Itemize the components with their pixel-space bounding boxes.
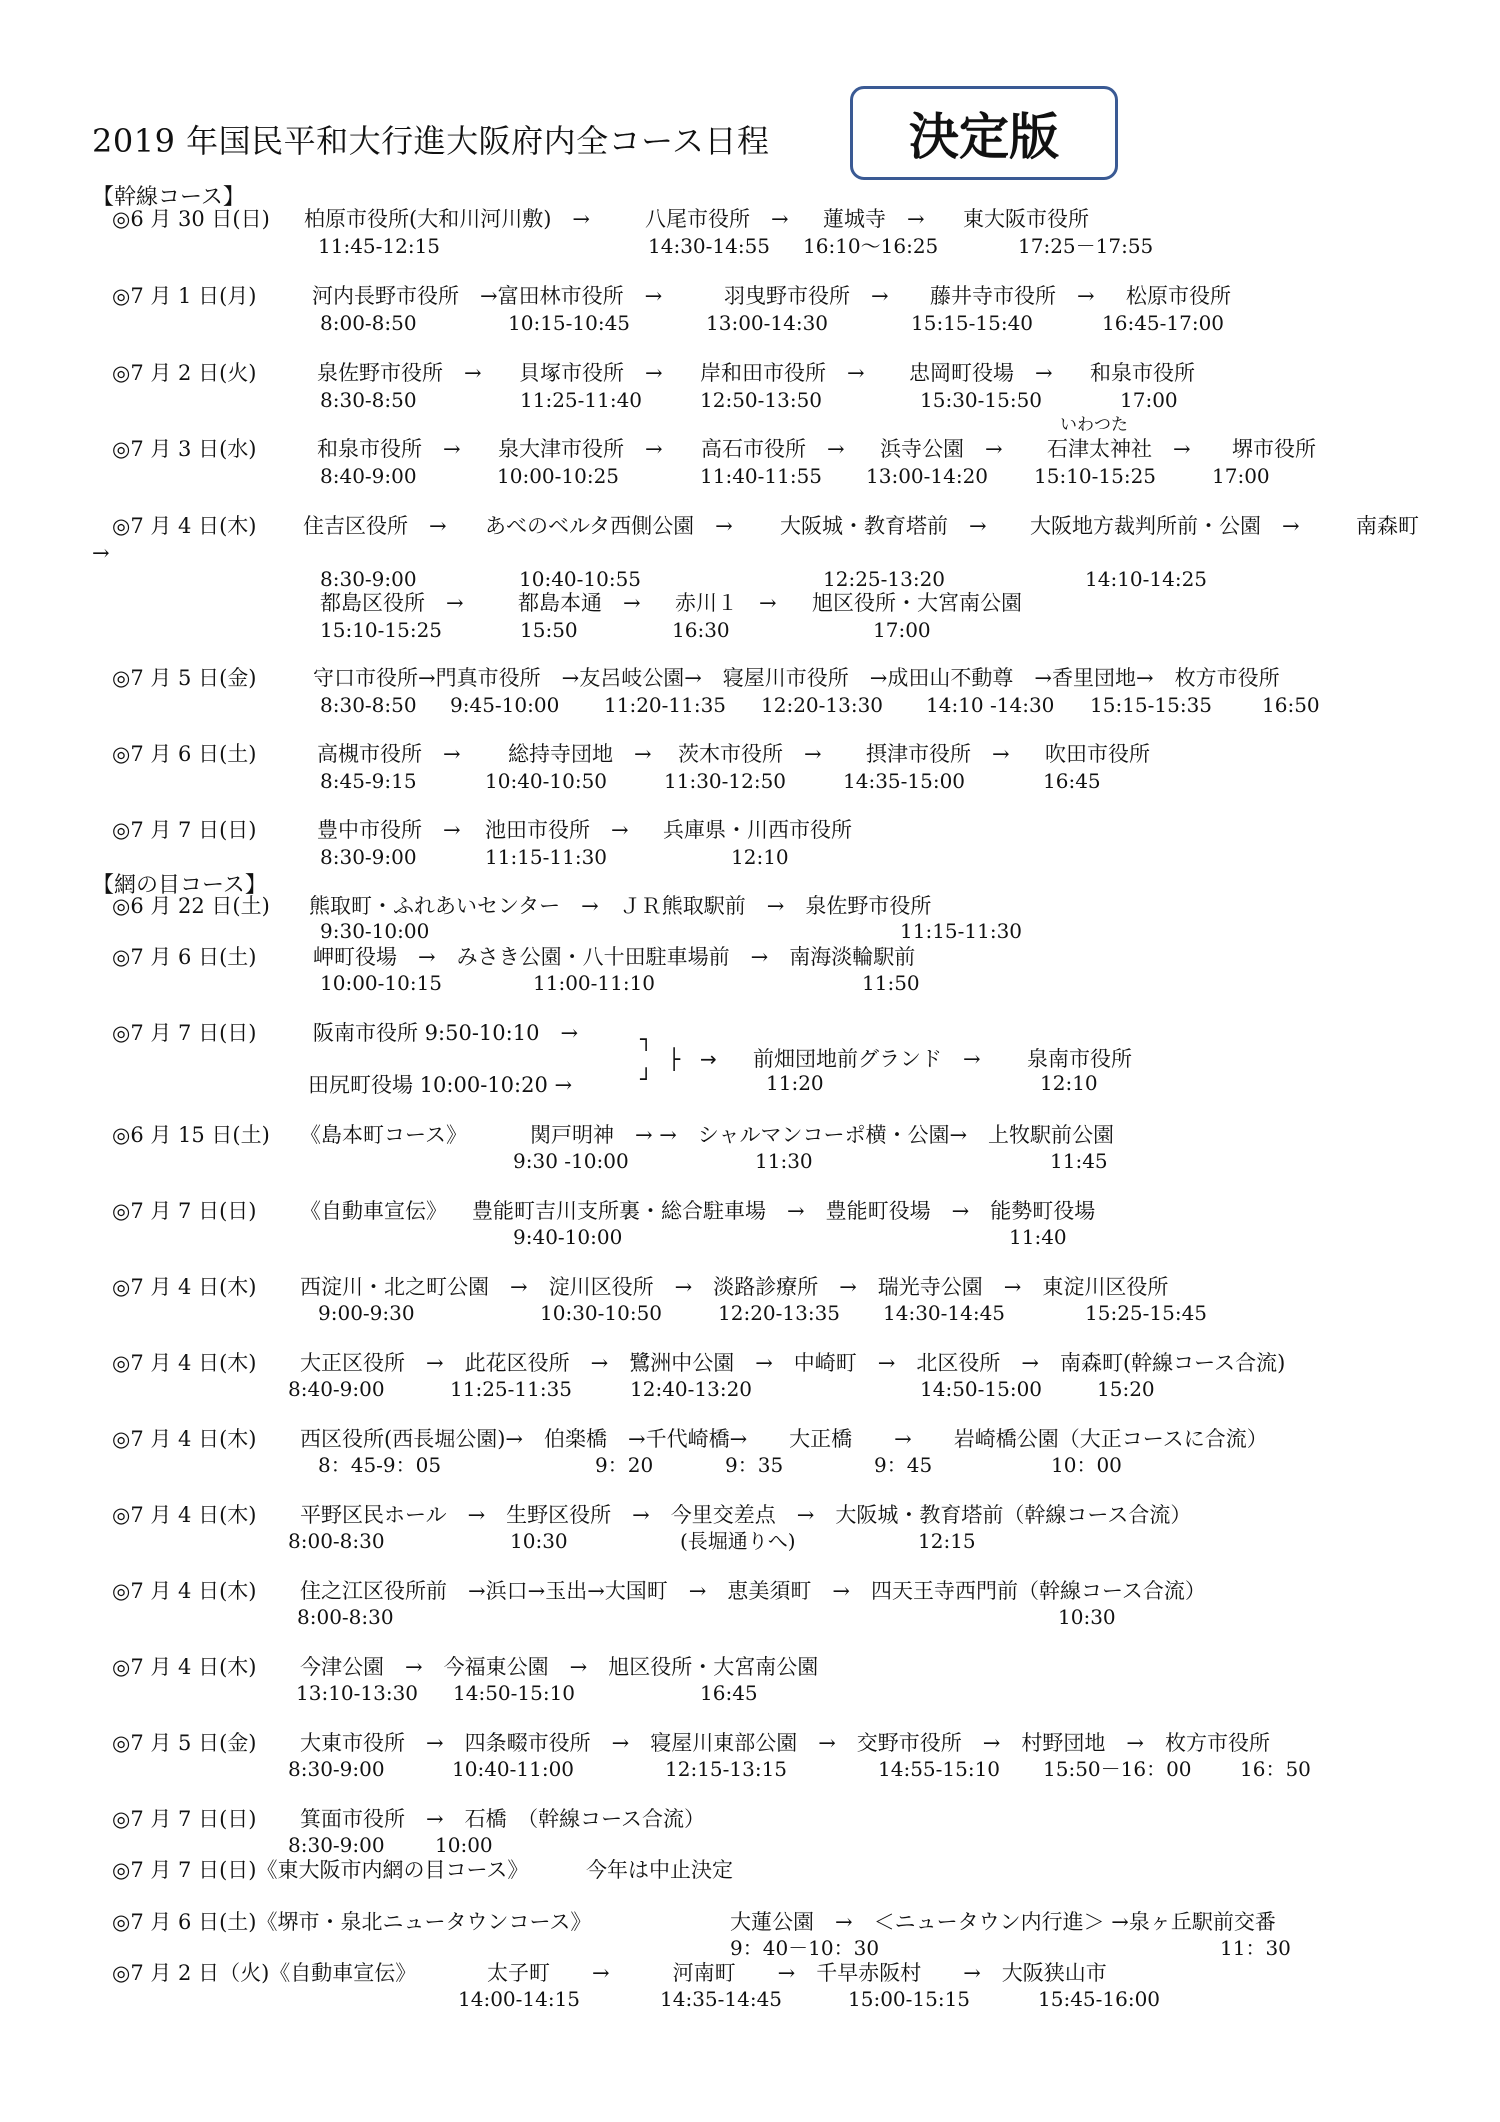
section-heading-trunk: 【幹線コース】	[92, 185, 245, 210]
stop: 箕面市役所 → 石橋 （幹線コース合流）	[300, 1807, 706, 1831]
continuation-arrow: →	[92, 541, 110, 565]
time: 12:15-13:15	[665, 1757, 788, 1781]
entry-date: ◎7 月 3 日(水)	[112, 437, 257, 461]
stop: 蓮城寺 →	[823, 207, 925, 231]
time: 11:15-11:30	[900, 919, 1023, 943]
entry-date: ◎7 月 6 日(土)	[112, 742, 257, 766]
stop: 住吉区役所 →	[303, 514, 447, 538]
time: 16：50	[1240, 1757, 1311, 1781]
stop: 池田市役所 →	[485, 818, 629, 842]
branch-origin: 田尻町役場 10:00-10:20 →	[308, 1073, 573, 1097]
entry-date: ◎7 月 7 日(日)	[112, 1021, 257, 1045]
time: 8:00-8:30	[297, 1605, 394, 1629]
time: 11:40-11:55	[700, 464, 823, 488]
stop: 石津太神社 →	[1047, 437, 1191, 461]
time: 12:40-13:20	[630, 1377, 753, 1401]
time: 10:40-10:55	[519, 567, 642, 591]
stop: 大正区役所 → 此花区役所 → 鷺洲中公園 → 中崎町 → 北区役所 → 南森町(幹線コース合流)	[300, 1351, 1286, 1375]
stop: 貝塚市役所 →	[519, 361, 663, 385]
final-version-badge: 決定版	[850, 86, 1118, 180]
time: 11:00-11:10	[533, 971, 656, 995]
time: 11:20	[766, 1071, 824, 1095]
time: 11:30	[755, 1149, 813, 1173]
stop: 藤井寺市役所 →	[930, 284, 1095, 308]
time: 12:10	[731, 845, 789, 869]
time: 14:50-15:10	[453, 1681, 576, 1705]
stop: 浜寺公園 →	[880, 437, 1003, 461]
time: 10:00-10:25	[497, 464, 620, 488]
stop: 総持寺団地 →	[508, 742, 652, 766]
stop: 岸和田市役所 →	[700, 361, 865, 385]
stop: 岬町役場 → みさき公園・八十田駐車場前 → 南海淡輪駅前	[313, 945, 916, 969]
stop: 摂津市役所 →	[866, 742, 1010, 766]
time: 10:15-10:45	[508, 311, 631, 335]
stop: 大東市役所 → 四条畷市役所 → 寝屋川東部公園 → 交野市役所 → 村野団地 → 枚方市役所	[300, 1731, 1270, 1755]
time: 9:45-10:00	[450, 693, 560, 717]
time: 8：45-9：05	[318, 1453, 442, 1477]
time: 13:10-13:30	[296, 1681, 419, 1705]
time: 11:25-11:35	[450, 1377, 573, 1401]
time: 16:45-17:00	[1102, 311, 1225, 335]
time: 14:55-15:10	[878, 1757, 1001, 1781]
stop: 太子町 → 河南町 → 千早赤阪村 → 大阪狭山市	[487, 1961, 1107, 1985]
stop: 平野区民ホール → 生野区役所 → 今里交差点 → 大阪城・教育塔前（幹線コース合流）	[300, 1503, 1192, 1527]
time: 14:35-15:00	[843, 769, 966, 793]
time: 9:00-9:30	[318, 1301, 415, 1325]
stop: 前畑団地前グランド →	[753, 1047, 981, 1071]
entry-date: ◎7 月 4 日(木)	[112, 514, 257, 538]
time: (長堀通りへ)	[680, 1529, 796, 1553]
time: 14:30-14:45	[883, 1301, 1006, 1325]
stop: 南森町	[1356, 514, 1419, 538]
entry-date: ◎6 月 22 日(土)	[112, 894, 270, 918]
entry-date: ◎7 月 7 日(日)	[112, 1807, 257, 1831]
stop: 西淀川・北之町公園 → 淀川区役所 → 淡路診療所 → 瑞光寺公園 → 東淀川区役所	[300, 1275, 1169, 1299]
stop: 和泉市役所 →	[317, 437, 461, 461]
time: 14:10-14:25	[1085, 567, 1208, 591]
time: 11:50	[862, 971, 920, 995]
stop: あべのベルタ西側公園 →	[485, 514, 733, 538]
stop: 高石市役所 →	[701, 437, 845, 461]
stop: 都島区役所 →	[320, 591, 464, 615]
time: 15:15-15:40	[911, 311, 1034, 335]
time: 15:30-15:50	[920, 388, 1043, 412]
time: 10:30	[510, 1529, 568, 1553]
branch-origin: 阪南市役所 9:50-10:10 →	[313, 1021, 579, 1045]
time: 9:30 -10:00	[513, 1149, 629, 1173]
stop: 住之江区役所前 →浜口→玉出→大国町 → 恵美須町 → 四天王寺西門前（幹線コース合流）	[300, 1579, 1206, 1603]
entry-date: ◎6 月 15 日(土)	[112, 1123, 270, 1147]
stop: 兵庫県・川西市役所	[663, 818, 852, 842]
time: 17:25－17:55	[1018, 234, 1154, 258]
time: 9：35	[725, 1453, 784, 1477]
entry-date: ◎7 月 4 日(木)	[112, 1427, 257, 1451]
time: 15:00-15:15	[848, 1987, 971, 2011]
time: 8:00-8:30	[288, 1529, 385, 1553]
course-name: 《島本町コース》	[300, 1123, 467, 1147]
entry-date: ◎7 月 7 日(日)	[112, 818, 257, 842]
time: 9：45	[874, 1453, 933, 1477]
section-heading-mesh: 【網の目コース】	[92, 873, 267, 898]
entry-date: ◎7 月 5 日(金)	[112, 666, 257, 690]
time: 8:30-8:50	[320, 388, 417, 412]
entry-date: ◎7 月 7 日(日)	[112, 1199, 257, 1223]
time: 9：20	[595, 1453, 654, 1477]
time: 11:45-12:15	[318, 234, 441, 258]
entry-date: ◎7 月 4 日(木)	[112, 1275, 257, 1299]
entry-date: ◎6 月 30 日(日)	[112, 207, 270, 231]
time: 10:40-11:00	[452, 1757, 575, 1781]
time: 16:50	[1262, 693, 1320, 717]
stop: 大阪地方裁判所前・公園 →	[1030, 514, 1300, 538]
time: 12:10	[1040, 1071, 1098, 1095]
time: 14:30-14:55	[648, 234, 771, 258]
stop: 西区役所(西長堀公園)→ 伯楽橋 →千代崎橋→ 大正橋 → 岩崎橋公園（大正コースに合流）	[300, 1427, 1268, 1451]
time: 8:30-9:00	[288, 1757, 385, 1781]
time: 16:45	[1043, 769, 1101, 793]
time: 17:00	[1120, 388, 1178, 412]
time: 8:30-9:00	[320, 845, 417, 869]
stop: 忠岡町役場 →	[909, 361, 1053, 385]
time: 9:30-10:00	[320, 919, 430, 943]
time: 11:15-11:30	[485, 845, 608, 869]
ruby-reading: いわつた	[1060, 415, 1128, 435]
stop: 茨木市役所 →	[678, 742, 822, 766]
time: 15:50	[520, 618, 578, 642]
cancellation-note: 今年は中止決定	[586, 1858, 733, 1882]
time: 9:40-10:00	[513, 1225, 623, 1249]
stop: 大蓮公園 → ＜ニュータウン内行進＞ →泉ヶ丘駅前交番	[730, 1910, 1276, 1934]
stop: 関戸明神 → → シャルマンコーポ横・公園→ 上牧駅前公園	[530, 1123, 1115, 1147]
stop: 今津公園 → 今福東公園 → 旭区役所・大宮南公園	[300, 1655, 819, 1679]
time: 8:30-9:00	[320, 567, 417, 591]
stop: 泉南市役所	[1027, 1047, 1132, 1071]
stop: 羽曳野市役所 →	[724, 284, 889, 308]
entry-date: ◎7 月 7 日(日)《東大阪市内網の目コース》	[112, 1858, 529, 1882]
time: 11:45	[1050, 1149, 1108, 1173]
stop: 吹田市役所	[1045, 742, 1150, 766]
entry-date: ◎7 月 6 日(土)	[112, 945, 257, 969]
time: 10:30	[1058, 1605, 1116, 1629]
time: 15:45-16:00	[1038, 1987, 1161, 2011]
time: 15:20	[1097, 1377, 1155, 1401]
bracket-bottom: ┘	[640, 1067, 653, 1091]
stop: 豊能町吉川支所裏・総合駐車場 → 豊能町役場 → 能勢町役場	[472, 1199, 1096, 1223]
entry-date: ◎7 月 6 日(土)《堺市・泉北ニュータウンコース》	[112, 1910, 592, 1934]
stop: 大阪城・教育塔前 →	[780, 514, 987, 538]
entry-date: ◎7 月 4 日(木)	[112, 1351, 257, 1375]
stop: 河内長野市役所 →富田林市役所 →	[312, 284, 663, 308]
time: 17:00	[873, 618, 931, 642]
time: 12:50-13:50	[700, 388, 823, 412]
time: 16:45	[700, 1681, 758, 1705]
stop: 旭区役所・大宮南公園	[812, 591, 1022, 615]
time: 11:30-12:50	[664, 769, 787, 793]
stop: 泉大津市役所 →	[498, 437, 663, 461]
time: 11：30	[1220, 1936, 1291, 1960]
stop: 熊取町・ふれあいセンター → ＪＲ熊取駅前 → 泉佐野市役所	[309, 894, 932, 918]
time: 16:30	[672, 618, 730, 642]
page-title: 2019 年国民平和大行進大阪府内全コース日程	[92, 122, 770, 160]
stop: 泉佐野市役所 →	[317, 361, 482, 385]
stop: 東大阪市役所	[963, 207, 1089, 231]
time: 15:25-15:45	[1085, 1301, 1208, 1325]
stop: 八尾市役所 →	[645, 207, 789, 231]
time: 17:00	[1212, 464, 1270, 488]
time: 10：00	[1051, 1453, 1122, 1477]
time: 8:40-9:00	[320, 464, 417, 488]
time: 13:00-14:20	[866, 464, 989, 488]
entry-date: ◎7 月 4 日(木)	[112, 1503, 257, 1527]
entry-date: ◎7 月 4 日(木)	[112, 1579, 257, 1603]
time: 15:50－16：00	[1043, 1757, 1192, 1781]
time: 15:10-15:25	[1034, 464, 1157, 488]
time: 10:00	[435, 1833, 493, 1857]
bracket-merge: ├ →	[668, 1047, 717, 1071]
stop: 豊中市役所 →	[317, 818, 461, 842]
time: 14:35-14:45	[660, 1987, 783, 2011]
entry-date: ◎7 月 5 日(金)	[112, 1731, 257, 1755]
time: 10:30-10:50	[540, 1301, 663, 1325]
stop: 都島本通 →	[518, 591, 641, 615]
time: 12:20-13:35	[718, 1301, 841, 1325]
stop: 松原市役所	[1126, 284, 1231, 308]
time: 12:20-13:30	[761, 693, 884, 717]
time: 12:15	[918, 1529, 976, 1553]
time: 12:25-13:20	[823, 567, 946, 591]
time: 15:15-15:35	[1090, 693, 1213, 717]
time: 11:20-11:35	[604, 693, 727, 717]
time: 8:30-9:00	[288, 1833, 385, 1857]
time: 8:40-9:00	[288, 1377, 385, 1401]
bracket-top: ┐	[640, 1027, 653, 1051]
stop: 守口市役所→門真市役所 →友呂岐公園→ 寝屋川市役所 →成田山不動尊 →香里団地→ 枚方市役所	[313, 666, 1280, 690]
time: 14:00-14:15	[458, 1987, 581, 2011]
stop: 柏原市役所(大和川河川敷) →	[304, 207, 590, 231]
time: 10:00-10:15	[320, 971, 443, 995]
time: 13:00-14:30	[706, 311, 829, 335]
stop: 和泉市役所	[1090, 361, 1195, 385]
time: 8:45-9:15	[320, 769, 417, 793]
stop: 赤川１ →	[675, 591, 777, 615]
time: 15:10-15:25	[320, 618, 443, 642]
entry-date: ◎7 月 4 日(木)	[112, 1655, 257, 1679]
time: 10:40-10:50	[485, 769, 608, 793]
time: 11:40	[1009, 1225, 1067, 1249]
time: 16:10〜16:25	[803, 234, 939, 258]
course-name: 《自動車宣伝》	[300, 1199, 447, 1223]
time: 9：40－10：30	[730, 1936, 880, 1960]
entry-date: ◎7 月 2 日(火)	[112, 361, 257, 385]
time: 14:50-15:00	[920, 1377, 1043, 1401]
entry-date: ◎7 月 1 日(月)	[112, 284, 257, 308]
time: 8:30-8:50	[320, 693, 417, 717]
time: 11:25-11:40	[520, 388, 643, 412]
stop: 堺市役所	[1232, 437, 1316, 461]
entry-date: ◎7 月 2 日（火)《自動車宣伝》	[112, 1961, 417, 1985]
time: 8:00-8:50	[320, 311, 417, 335]
time: 14:10 -14:30	[926, 693, 1055, 717]
stop: 高槻市役所 →	[317, 742, 461, 766]
